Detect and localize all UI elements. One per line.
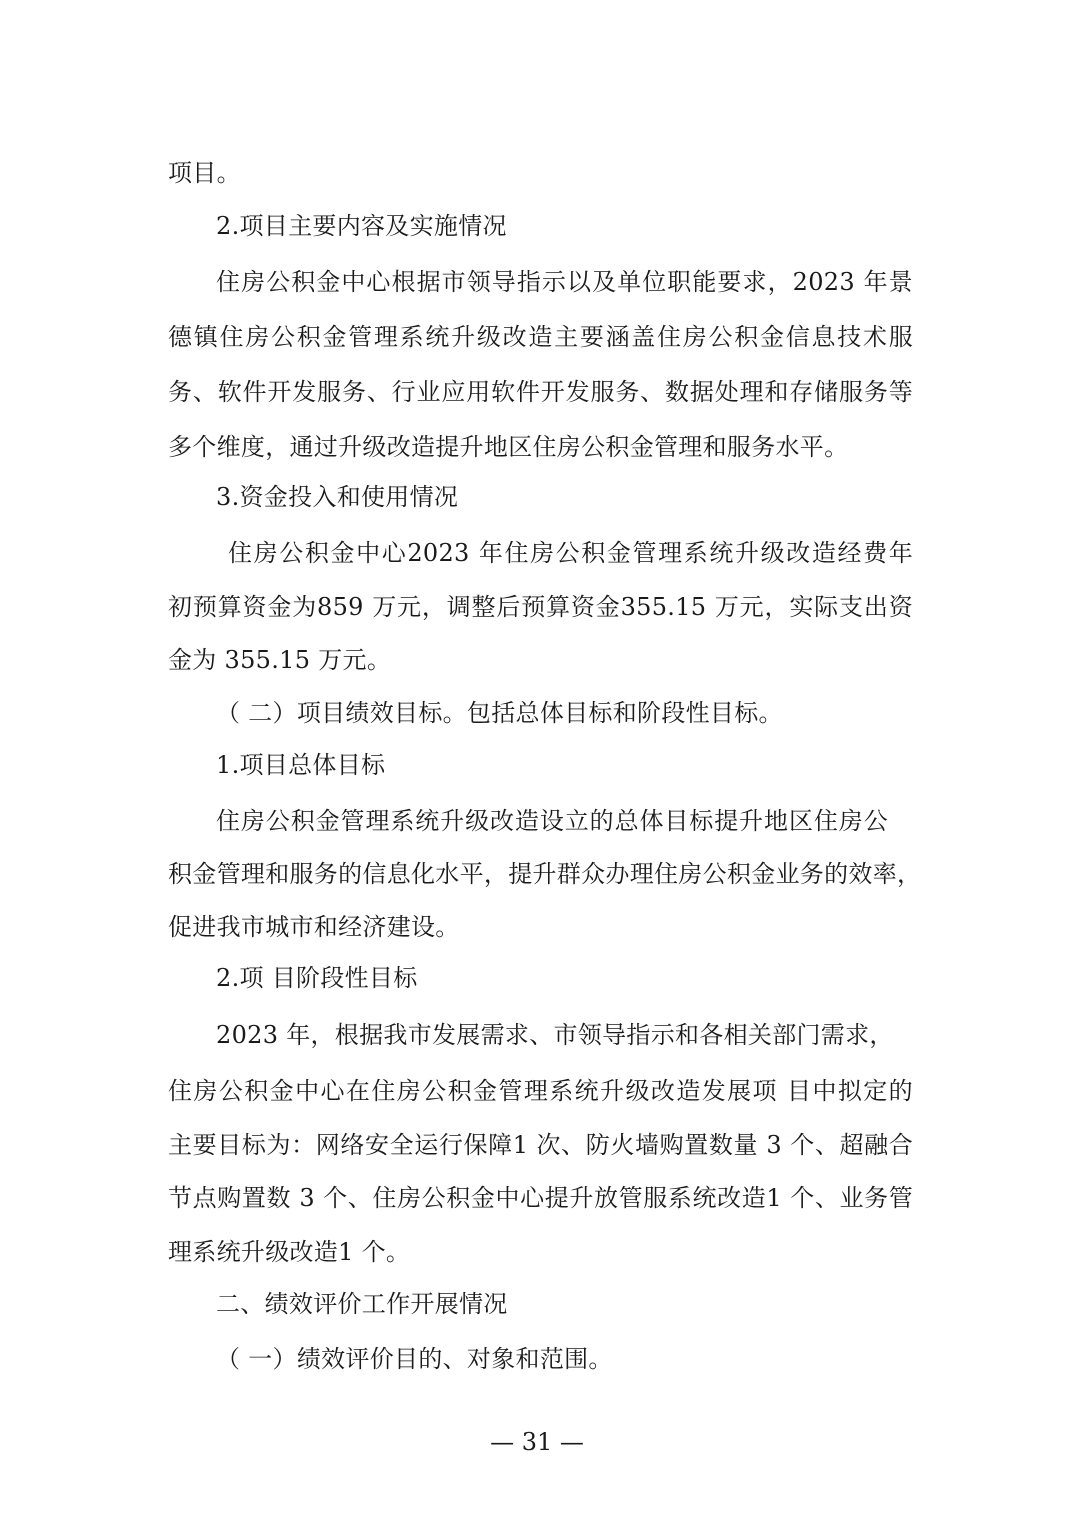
body-text-line: 初预算资金为859 万元，调整后预算资金355.15 万元，实际支出资 [168, 593, 913, 621]
body-text-line: 多个维度，通过升级改造提升地区住房公积金管理和服务水平。 [168, 433, 849, 461]
page-number: — 31 — [490, 1428, 584, 1456]
section-heading: 1.项目总体目标 [216, 751, 386, 779]
section-heading: 2.项目主要内容及实施情况 [216, 212, 507, 240]
body-text-line: 务、软件开发服务、行业应用软件开发服务、数据处理和存储服务等 [168, 378, 913, 406]
body-text-line: 项目。 [168, 159, 241, 187]
body-text-line: 德镇住房公积金管理系统升级改造主要涵盖住房公积金信息技术服 [168, 323, 913, 351]
section-heading: （ 一）绩效评价目的、对象和范围。 [216, 1345, 613, 1373]
body-text-line: 理系统升级改造1 个。 [168, 1238, 411, 1266]
body-text-line: 住房公积金中心根据市领导指示以及单位职能要求，2023 年景 [216, 268, 913, 296]
body-text-line: 住房公积金中心2023 年住房公积金管理系统升级改造经费年 [228, 539, 913, 567]
body-text-line: 2023 年，根据我市发展需求、市领导指示和各相关部门需求， [216, 1021, 894, 1049]
body-text-line: 主要目标为：网络安全运行保障1 次、防火墙购置数量 3 个、超融合 [168, 1131, 913, 1159]
body-text-line: 促进我市城市和经济建设。 [168, 913, 460, 941]
section-heading: 3.资金投入和使用情况 [216, 483, 459, 511]
section-heading: （ 二）项目绩效目标。包括总体目标和阶段性目标。 [216, 699, 783, 727]
body-text-line: 住房公积金管理系统升级改造设立的总体目标提升地区住房公 [216, 807, 888, 835]
body-text-line: 住房公积金中心在住房公积金管理系统升级改造发展项 目中拟定的 [168, 1077, 913, 1105]
body-text-line: 节点购置数 3 个、住房公积金中心提升放管服系统改造1 个、业务管 [168, 1184, 913, 1212]
body-text-line: 积金管理和服务的信息化水平，提升群众办理住房公积金业务的效率， [168, 860, 922, 888]
section-heading: 2.项 目阶段性目标 [216, 964, 418, 992]
section-heading: 二、绩效评价工作开展情况 [216, 1290, 508, 1318]
body-text-line: 金为 355.15 万元。 [168, 646, 392, 674]
